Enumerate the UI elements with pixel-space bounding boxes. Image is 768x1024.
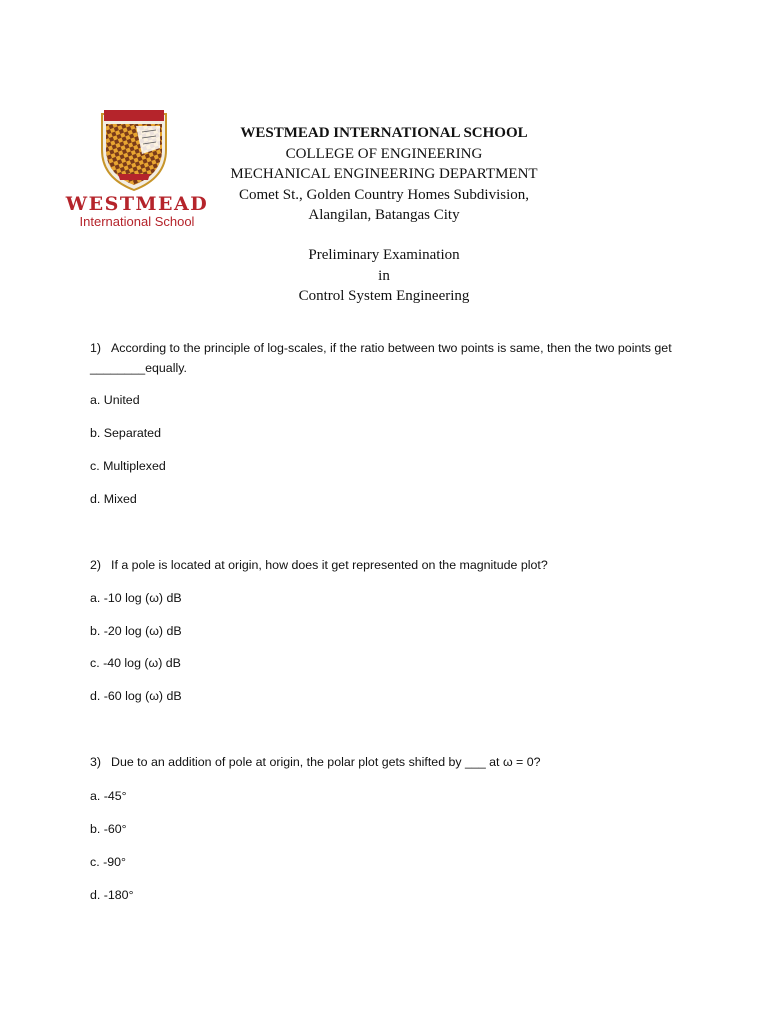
question-text: If a pole is located at origin, how does it get represented on the magnitude plot? — [111, 558, 548, 572]
address-line-1: Comet St., Golden Country Homes Subdivision, — [238, 186, 529, 203]
option-1d: d. Mixed — [90, 492, 137, 506]
option-3b: b. -60° — [90, 822, 127, 836]
question-2 — [90, 556, 690, 576]
logo-wordmark: WESTMEAD — [65, 193, 209, 215]
option-1c: c. Multiplexed — [90, 459, 166, 473]
option-2d: d. -60 log (ω) dB — [90, 689, 182, 703]
department-name: MECHANICAL ENGINEERING DEPARTMENT — [230, 166, 538, 182]
option-3c: c. -90° — [90, 855, 126, 869]
question-1 — [90, 339, 690, 378]
exam-title-line-1: Preliminary Examination — [308, 247, 460, 263]
option-3d: d. -180° — [90, 888, 134, 902]
option-2b: b. -20 log (ω) dB — [90, 624, 182, 638]
school-header — [208, 123, 560, 226]
exam-title — [208, 245, 560, 307]
school-logo — [64, 108, 210, 232]
question-text: Due to an addition of pole at origin, the polar plot gets shifted by ___ at ω = 0? — [111, 755, 541, 769]
question-number: 2) — [90, 558, 102, 572]
logo-subtitle: International School — [79, 214, 195, 229]
question-3 — [90, 753, 690, 773]
exam-title-line-3: Control System Engineering — [298, 288, 470, 304]
option-2c: c. -40 log (ω) dB — [90, 656, 181, 670]
option-3a: a. -45° — [90, 789, 127, 803]
school-crest-icon — [98, 108, 170, 192]
question-number: 3) — [90, 755, 102, 769]
option-1b: b. Separated — [90, 426, 161, 440]
school-name: WESTMEAD INTERNATIONAL SCHOOL — [240, 125, 528, 141]
option-1a: a. United — [90, 393, 140, 407]
option-2a: a. -10 log (ω) dB — [90, 591, 182, 605]
question-number: 1) — [90, 341, 102, 355]
college-name: COLLEGE OF ENGINEERING — [285, 145, 483, 162]
question-text: According to the principle of log-scales, if the ratio between two points is same, then the two points get ________equally. — [90, 341, 672, 375]
address-line-2: Alangilan, Batangas City — [308, 207, 460, 223]
exam-title-line-2: in — [378, 267, 390, 284]
